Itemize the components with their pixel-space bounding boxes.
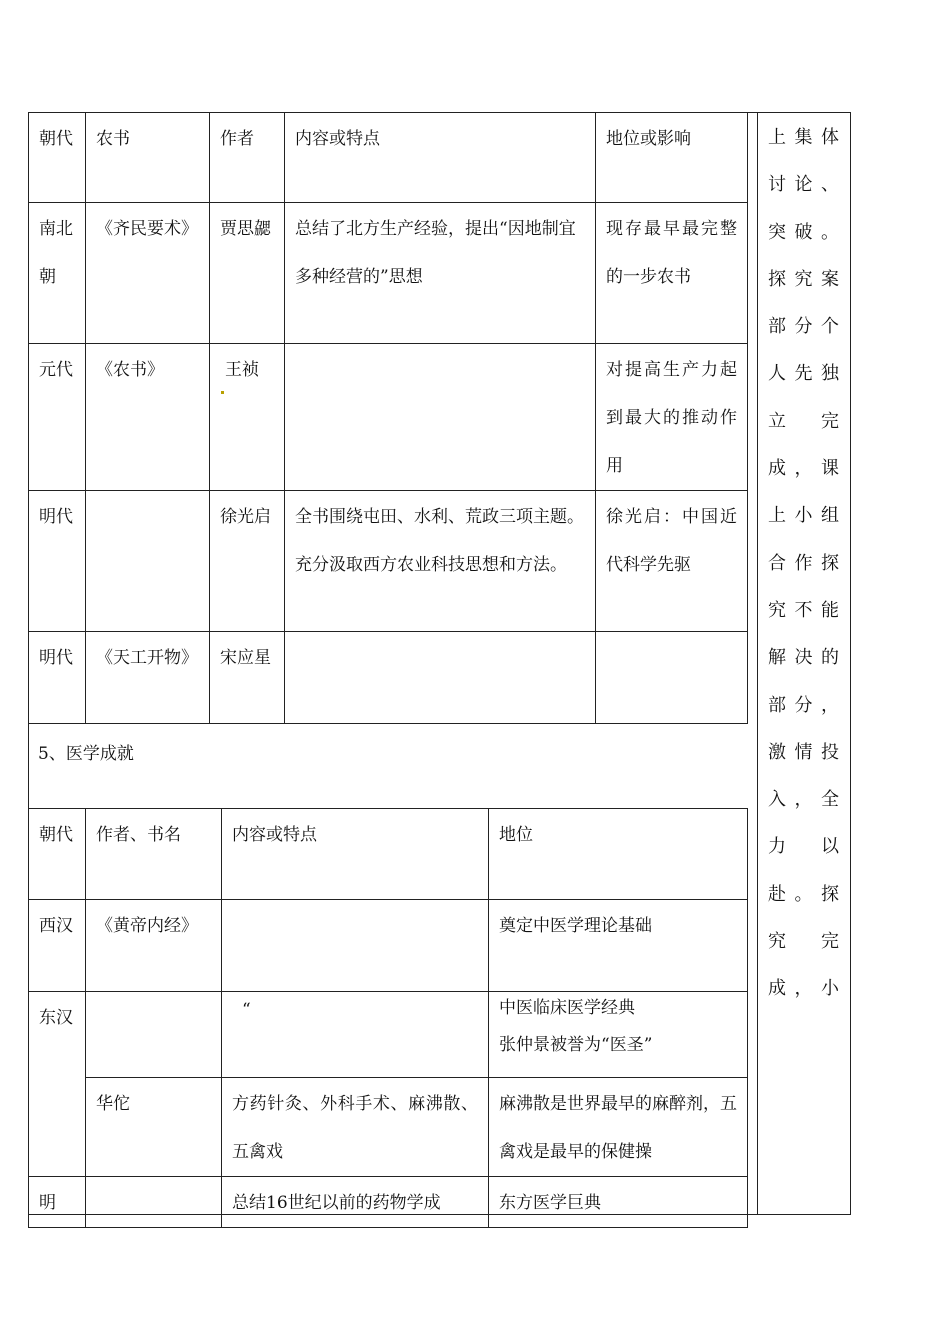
- table-header-row: [29, 113, 748, 203]
- table-row: [29, 344, 748, 491]
- header-dynasty: 朝代: [29, 809, 86, 900]
- header-content: 内容或特点: [222, 809, 489, 900]
- cell-content: 总结了北方生产经验，提出“因地制宜多种经营的”思想: [285, 203, 596, 344]
- cell-content: 方药针灸、外科手术、麻沸散、五禽戏: [222, 1078, 489, 1177]
- cell-author: 贾思勰: [210, 203, 285, 344]
- side-note-column: [757, 112, 851, 1215]
- cell-book: 《天工开物》: [86, 632, 210, 724]
- header-dynasty: 朝代: [29, 113, 86, 203]
- cell-status: 徐光启：中国近代科学先驱: [596, 491, 748, 632]
- header-content: 内容或特点: [285, 113, 596, 203]
- main-column: [28, 112, 748, 1215]
- cell-book: [86, 491, 210, 632]
- cell-dynasty: 南北朝: [29, 203, 86, 344]
- cell-status: 现存最早最完整的一步农书: [596, 203, 748, 344]
- cell-dynasty: 东汉: [29, 992, 86, 1177]
- header-book: 农书: [86, 113, 210, 203]
- cell-book: 《农书》: [86, 344, 210, 491]
- cell-status: 麻沸散是世界最早的麻醉剂，五禽戏是最早的保健操: [489, 1078, 748, 1177]
- cell-author-book: 华佗: [86, 1078, 222, 1177]
- cell-dynasty: 明代: [29, 632, 86, 724]
- header-author-book: 作者、书名: [86, 809, 222, 900]
- cell-author: [210, 344, 285, 491]
- cell-author-text: 王祯: [225, 360, 259, 380]
- table-row: [29, 1177, 748, 1228]
- cell-author: 宋应星: [210, 632, 285, 724]
- cell-author-book: [86, 1177, 222, 1228]
- table-row: [29, 1078, 748, 1177]
- table-header-row: [29, 809, 748, 900]
- header-status: 地位: [489, 809, 748, 900]
- cell-status: 奠定中医学理论基础: [489, 900, 748, 992]
- cell-status: 东方医学巨典: [489, 1177, 748, 1228]
- cell-dynasty: 西汉: [29, 900, 86, 992]
- header-status: 地位或影响: [596, 113, 748, 203]
- cell-content: 总结16世纪以前的药物学成: [222, 1177, 489, 1228]
- side-note: 上集体讨论、突破。探究案部分个人先独立完成，课上小组合作探究不能解决的部分，激情投入，全力以赴。探究完成，小: [768, 127, 841, 1000]
- cell-author: 徐光启: [210, 491, 285, 632]
- status-line-2: 张仲景被誉为“医圣”: [499, 1035, 653, 1055]
- stray-mark: [221, 391, 224, 394]
- cell-dynasty: 元代: [29, 344, 86, 491]
- cell-status: [489, 992, 748, 1078]
- cell-content: 全书围绕屯田、水利、荒政三项主题。充分汲取西方农业科技思想和方法。: [285, 491, 596, 632]
- cell-dynasty: 明: [29, 1177, 86, 1228]
- cell-author-book: 《黄帝内经》: [86, 900, 222, 992]
- agriculture-books-table: [28, 112, 748, 724]
- cell-book: 《齐民要术》: [86, 203, 210, 344]
- status-line-1: 中医临床医学经典: [499, 998, 635, 1018]
- table-row: [29, 992, 748, 1078]
- cell-status: 对提高生产力起到最大的推动作用: [596, 344, 748, 491]
- cell-content: “: [222, 992, 489, 1078]
- table-row: [29, 900, 748, 992]
- medicine-table: [28, 808, 748, 1228]
- cell-dynasty: 明代: [29, 491, 86, 632]
- table-row: [29, 203, 748, 344]
- cell-content: [222, 900, 489, 992]
- cell-content: [285, 344, 596, 491]
- section-title: 5、医学成就: [38, 744, 134, 764]
- header-author: 作者: [210, 113, 285, 203]
- table-row: [29, 632, 748, 724]
- cell-content: [285, 632, 596, 724]
- cell-status: [596, 632, 748, 724]
- table-row: [29, 491, 748, 632]
- cell-author-book: [86, 992, 222, 1078]
